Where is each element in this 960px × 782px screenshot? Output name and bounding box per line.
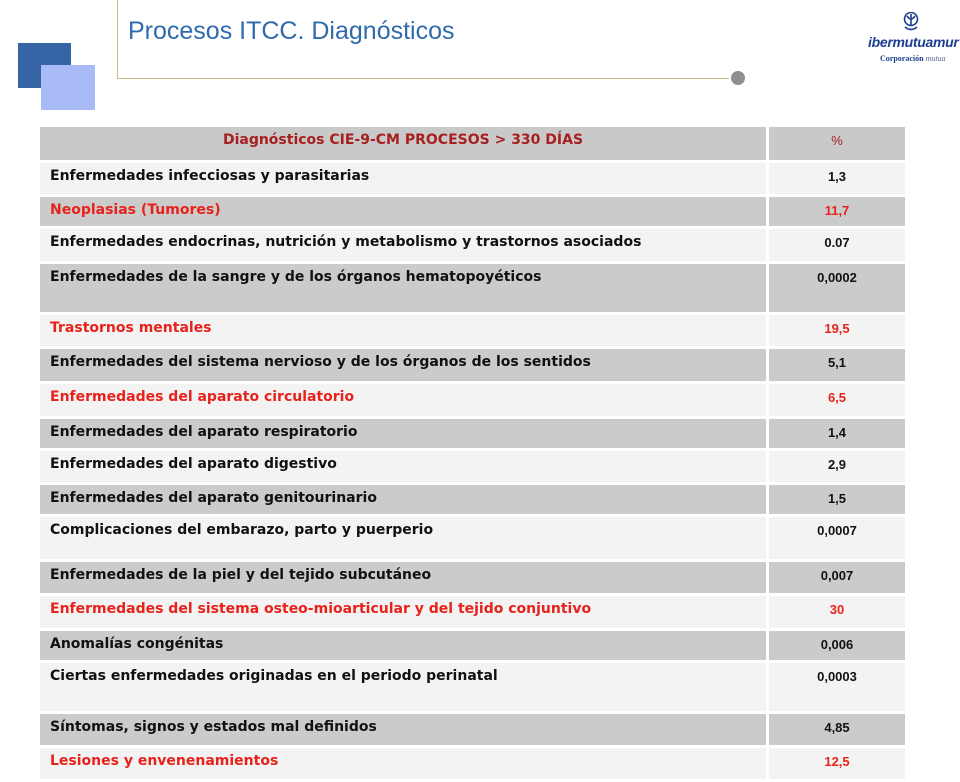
row-label: Enfermedades del aparato circulatorio — [40, 384, 766, 416]
table-row — [40, 562, 905, 593]
row-value: 11,7 — [766, 197, 905, 226]
row-value: 4,85 — [766, 714, 905, 745]
table-row — [40, 349, 905, 381]
table-row — [40, 197, 905, 226]
row-value: 0.07 — [766, 229, 905, 261]
row-label: Enfermedades infecciosas y parasitarias — [40, 163, 766, 194]
row-label: Enfermedades del sistema osteo-mioarticular y del tejido conjuntivo — [40, 596, 766, 628]
row-value: 0,0003 — [766, 663, 905, 711]
row-label: Enfermedades de la sangre y de los órganos hematopoyéticos — [40, 264, 766, 312]
table-row — [40, 229, 905, 261]
table-row — [40, 663, 905, 711]
table-row — [40, 748, 905, 779]
table-row — [40, 419, 905, 448]
table-header-row — [40, 127, 905, 160]
row-label: Enfermedades del aparato digestivo — [40, 451, 766, 482]
row-value: 6,5 — [766, 384, 905, 416]
table-row — [40, 315, 905, 346]
row-value: 1,3 — [766, 163, 905, 194]
row-label: Ciertas enfermedades originadas en el periodo perinatal — [40, 663, 766, 711]
table-row — [40, 384, 905, 416]
row-label: Trastornos mentales — [40, 315, 766, 346]
row-label: Complicaciones del embarazo, parto y puerperio — [40, 517, 766, 559]
row-value: 12,5 — [766, 748, 905, 779]
row-value: 1,5 — [766, 485, 905, 514]
row-value: 0,006 — [766, 631, 905, 660]
table-row — [40, 714, 905, 745]
row-label: Neoplasias (Tumores) — [40, 197, 766, 226]
row-value: 0,0007 — [766, 517, 905, 559]
company-logo — [866, 12, 959, 72]
row-value: 0,007 — [766, 562, 905, 593]
table-row — [40, 485, 905, 514]
header-percent: % — [766, 127, 905, 160]
row-label: Enfermedades de la piel y del tejido subcutáneo — [40, 562, 766, 593]
row-label: Enfermedades del sistema nervioso y de los órganos de los sentidos — [40, 349, 766, 381]
row-value: 19,5 — [766, 315, 905, 346]
row-label: Enfermedades endocrinas, nutrición y metabolismo y trastornos asociados — [40, 229, 766, 261]
diagnosis-table — [40, 124, 905, 782]
logo-subtitle: Corporación mutua — [880, 54, 946, 63]
logo-emblem-icon — [902, 12, 920, 34]
row-value: 2,9 — [766, 451, 905, 482]
header-diagnosis: Diagnósticos CIE-9-CM PROCESOS > 330 DÍAS — [40, 127, 766, 160]
row-value: 1,4 — [766, 419, 905, 448]
decor-horizontal-line — [117, 78, 729, 79]
page-title: Procesos ITCC. Diagnósticos — [128, 17, 455, 45]
row-label: Enfermedades del aparato genitourinario — [40, 485, 766, 514]
table-row — [40, 451, 905, 482]
table-row — [40, 517, 905, 559]
row-value: 0,0002 — [766, 264, 905, 312]
row-value: 5,1 — [766, 349, 905, 381]
row-value: 30 — [766, 596, 905, 628]
row-label: Síntomas, signos y estados mal definidos — [40, 714, 766, 745]
row-label: Lesiones y envenenamientos — [40, 748, 766, 779]
table-row — [40, 264, 905, 312]
row-label: Anomalías congénitas — [40, 631, 766, 660]
decor-dot — [731, 71, 745, 85]
decor-square-light — [41, 65, 95, 110]
decor-vertical-line — [117, 0, 118, 79]
logo-name: ibermutuamur — [868, 34, 959, 50]
row-label: Enfermedades del aparato respiratorio — [40, 419, 766, 448]
table-row — [40, 163, 905, 194]
table-row — [40, 596, 905, 628]
table-row — [40, 631, 905, 660]
